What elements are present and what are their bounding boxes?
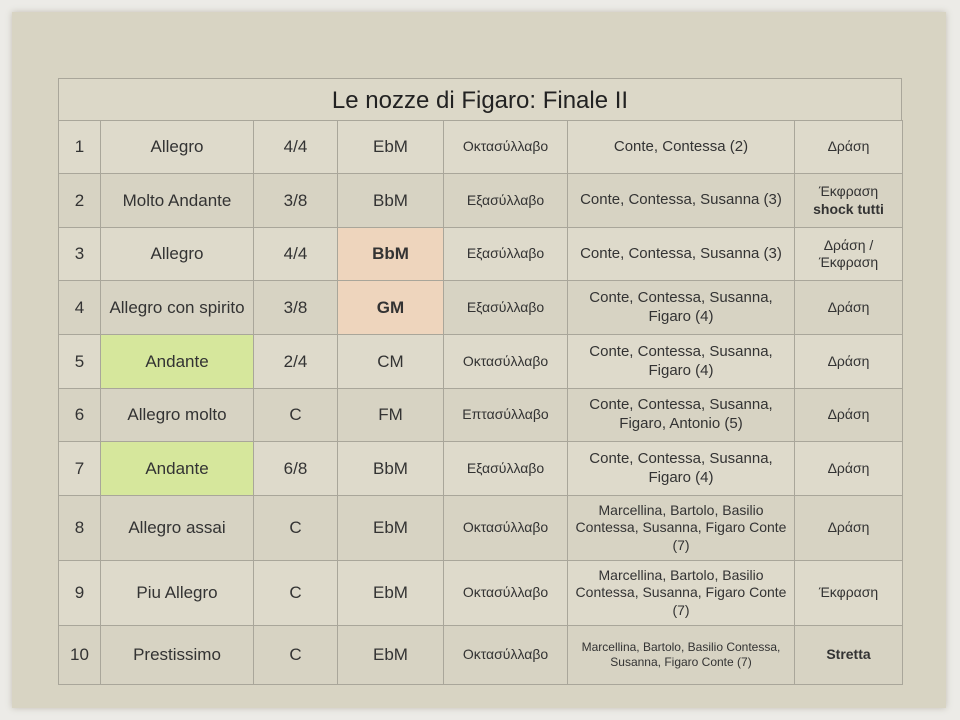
key-cell: BbM	[338, 174, 444, 228]
action-cell: Δράση	[795, 121, 903, 174]
table-row	[59, 228, 903, 281]
characters-cell: Marcellina, Bartolo, Basilio Contessa, Susanna, Figaro Conte (7)	[568, 626, 795, 685]
action-cell: Δράση	[795, 335, 903, 389]
row-number: 10	[59, 626, 101, 685]
row-number: 9	[59, 561, 101, 626]
row-number: 4	[59, 281, 101, 335]
tempo-cell: Allegro con spirito	[101, 281, 254, 335]
meter-cell: 6/8	[254, 442, 338, 496]
table-row	[59, 626, 903, 685]
characters-cell: Marcellina, Bartolo, Basilio Contessa, Susanna, Figaro Conte (7)	[568, 561, 795, 626]
row-number: 2	[59, 174, 101, 228]
tempo-cell: Allegro	[101, 228, 254, 281]
meter-cell: 3/8	[254, 281, 338, 335]
meter-cell: C	[254, 626, 338, 685]
action-cell: Δράση / Έκφραση	[795, 228, 903, 281]
row-number: 3	[59, 228, 101, 281]
action-cell: Δράση	[795, 496, 903, 561]
verse-cell: Οκτασύλλαβο	[444, 561, 568, 626]
table-row	[59, 281, 903, 335]
verse-cell: Οκτασύλλαβο	[444, 335, 568, 389]
verse-cell: Εξασύλλαβο	[444, 228, 568, 281]
tempo-cell: Allegro	[101, 121, 254, 174]
action-cell: Έκφραση	[795, 561, 903, 626]
tempo-cell: Molto Andante	[101, 174, 254, 228]
verse-cell: Οκτασύλλαβο	[444, 626, 568, 685]
action-cell: Δράση	[795, 281, 903, 335]
table-row	[59, 174, 903, 228]
action-cell	[795, 174, 903, 228]
meter-cell: 2/4	[254, 335, 338, 389]
row-number: 1	[59, 121, 101, 174]
verse-cell: Εξασύλλαβο	[444, 281, 568, 335]
verse-cell: Εξασύλλαβο	[444, 442, 568, 496]
characters-cell: Conte, Contessa, Susanna, Figaro (4)	[568, 335, 795, 389]
key-cell: EbM	[338, 121, 444, 174]
verse-cell: Οκτασύλλαβο	[444, 121, 568, 174]
table-title: Le nozze di Figaro: Finale II	[58, 78, 902, 120]
row-number: 6	[59, 389, 101, 442]
key-cell: EbM	[338, 626, 444, 685]
tempo-cell: Allegro molto	[101, 389, 254, 442]
action-cell: Δράση	[795, 389, 903, 442]
key-cell: CM	[338, 335, 444, 389]
meter-cell: 3/8	[254, 174, 338, 228]
characters-cell: Conte, Contessa, Susanna, Figaro, Antonio (5)	[568, 389, 795, 442]
action-cell: Δράση	[795, 442, 903, 496]
meter-cell: 4/4	[254, 121, 338, 174]
tempo-cell-highlight: Andante	[101, 442, 254, 496]
table-row	[59, 496, 903, 561]
characters-cell: Conte, Contessa, Susanna (3)	[568, 228, 795, 281]
characters-cell: Conte, Contessa, Susanna (3)	[568, 174, 795, 228]
row-number: 8	[59, 496, 101, 561]
tempo-cell: Prestissimo	[101, 626, 254, 685]
verse-cell: Οκτασύλλαβο	[444, 496, 568, 561]
meter-cell: C	[254, 561, 338, 626]
table-row	[59, 335, 903, 389]
action-text: Έκφραση	[818, 183, 879, 199]
tempo-cell-highlight: Andante	[101, 335, 254, 389]
key-cell: BbM	[338, 442, 444, 496]
tempo-cell: Allegro assai	[101, 496, 254, 561]
verse-cell: Επτασύλλαβο	[444, 389, 568, 442]
key-cell-highlight: BbM	[338, 228, 444, 281]
action-note: shock tutti	[813, 200, 884, 217]
table-row	[59, 442, 903, 496]
key-cell: FM	[338, 389, 444, 442]
meter-cell: 4/4	[254, 228, 338, 281]
characters-cell: Conte, Contessa, Susanna, Figaro (4)	[568, 281, 795, 335]
table-row	[59, 389, 903, 442]
characters-cell: Marcellina, Bartolo, Basilio Contessa, Susanna, Figaro Conte (7)	[568, 496, 795, 561]
meter-cell: C	[254, 496, 338, 561]
table-row	[59, 121, 903, 174]
characters-cell: Conte, Contessa (2)	[568, 121, 795, 174]
meter-cell: C	[254, 389, 338, 442]
row-number: 5	[59, 335, 101, 389]
row-number: 7	[59, 442, 101, 496]
key-cell-highlight: GM	[338, 281, 444, 335]
action-cell: Stretta	[795, 626, 903, 685]
table-row	[59, 561, 903, 626]
finale-table	[58, 120, 903, 685]
key-cell: EbM	[338, 496, 444, 561]
tempo-cell: Piu Allegro	[101, 561, 254, 626]
characters-cell: Conte, Contessa, Susanna, Figaro (4)	[568, 442, 795, 496]
key-cell: EbM	[338, 561, 444, 626]
verse-cell: Εξασύλλαβο	[444, 174, 568, 228]
